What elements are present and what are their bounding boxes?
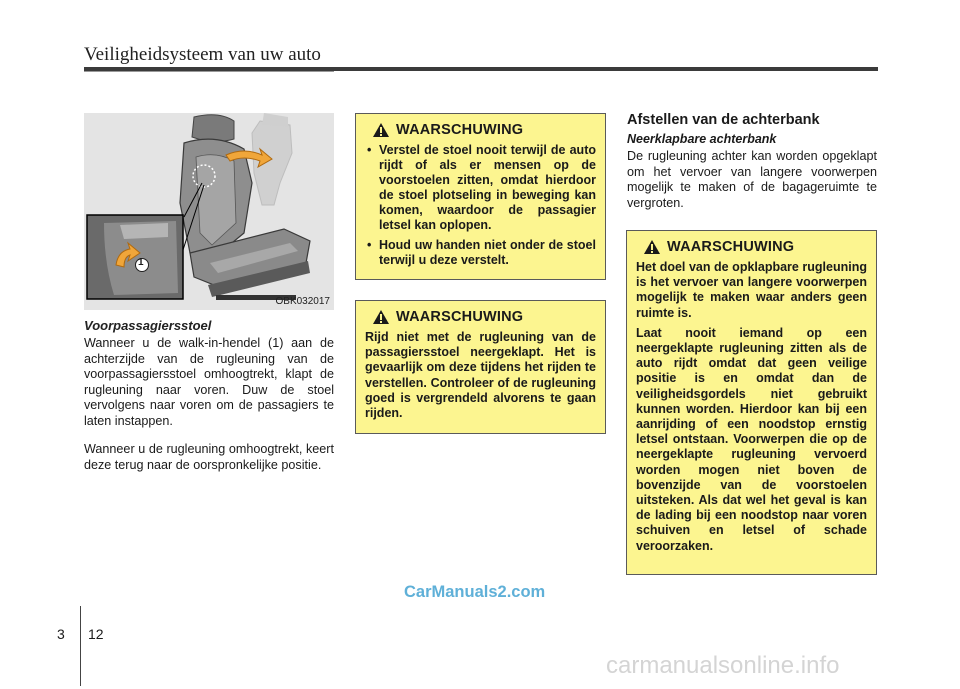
warning-list (365, 143, 596, 268)
warning-text-1: Het doel van de opklapbare rugleuning is het vervoer van langere voorwerpen mogelijk te maken waar anders geen ruimte is. (636, 260, 867, 320)
section-title: Afstellen van de achterbank (627, 112, 820, 128)
warning-title: WAARSCHUWING (396, 309, 524, 325)
warning-header (365, 309, 596, 325)
chapter-number: 3 (57, 626, 65, 642)
header-title: Veiligheidsysteem van uw auto (84, 44, 321, 65)
warning-title: WAARSCHUWING (667, 239, 795, 255)
warning-header (365, 122, 596, 138)
figure-caption: Voorpassagiersstoel (84, 318, 212, 333)
warning-title: WAARSCHUWING (396, 122, 524, 138)
figure-code: OBK032017 (275, 296, 330, 307)
warning-box-3 (626, 230, 877, 575)
right-paragraph: De rugleuning achter kan worden opgeklapt om het vervoer van langere voorwerpen mogelijk te maken of de bagageruimte te vergroten. (627, 149, 877, 210)
callout-number: 1 (138, 257, 144, 268)
footer-watermark: carmanualsonline.info (606, 652, 840, 679)
warning-box-2 (355, 300, 606, 434)
warning-triangle-icon (643, 239, 661, 255)
left-paragraph-1: Wanneer u de walk-in-hendel (1) aan de achterzijde van de rugleuning van de voorpassagiersstoel omhoogtrekt, klapt de rugleuning naar voren. Duw de stoel vervolgens naar voren om de passagiers te laten instappen. (84, 336, 334, 428)
warning-triangle-icon (372, 309, 390, 325)
page-number: 12 (88, 626, 104, 642)
left-paragraph-2: Wanneer u de rugleuning omhoogtrekt, keert deze terug naar de oorspronkelijke positie. (84, 442, 334, 472)
warning-item: • Houd uw handen niet onder de stoel terwijl u deze verstelt. (365, 238, 596, 268)
seat-illustration (84, 113, 334, 310)
warning-text: Rijd niet met de rugleuning van de passagiersstoel neergeklapt. Het is gevaarlijk om deze tijdens het rijden te verstellen. Controleer of de rugleuning goed is vergrendeld alvorens te gaan rijden. (365, 330, 596, 421)
watermark-link[interactable]: CarManuals2.com (404, 583, 546, 601)
section-subtitle: Neerklapbare achterbank (627, 132, 777, 146)
warning-item: • Verstel de stoel nooit terwijl de auto rijdt of als er mensen op de voorstoelen zitten, omdat hierdoor de stoel plotseling in beweging kan komen, waardoor de passagier letsel kan oplopen. (365, 143, 596, 233)
header-rule-thin (84, 71, 334, 72)
footer-divider (80, 606, 81, 686)
warning-box-1 (355, 113, 606, 280)
warning-triangle-icon (372, 122, 390, 138)
seat-drawing (84, 113, 334, 310)
warning-header (636, 239, 867, 255)
warning-text-2: Laat nooit iemand op een neergeklapte rugleuning zitten als de auto rijdt omdat dat geen veilige positie is en omdat dan de veiligheidsgordels niet gebruikt kunnen worden. Hierdoor kan bij een aanrijding of een noodstop ernstig letsel ontstaan. Voorwerpen die op de neergeklapte rugleuning vervoerd worden mogen niet boven de bovenzijde van de voorstoelen uitsteken. Als dat wel het geval is kan de lading bij een noodstop naar voren schuiven en letsel of schade veroorzaken. (636, 325, 867, 553)
